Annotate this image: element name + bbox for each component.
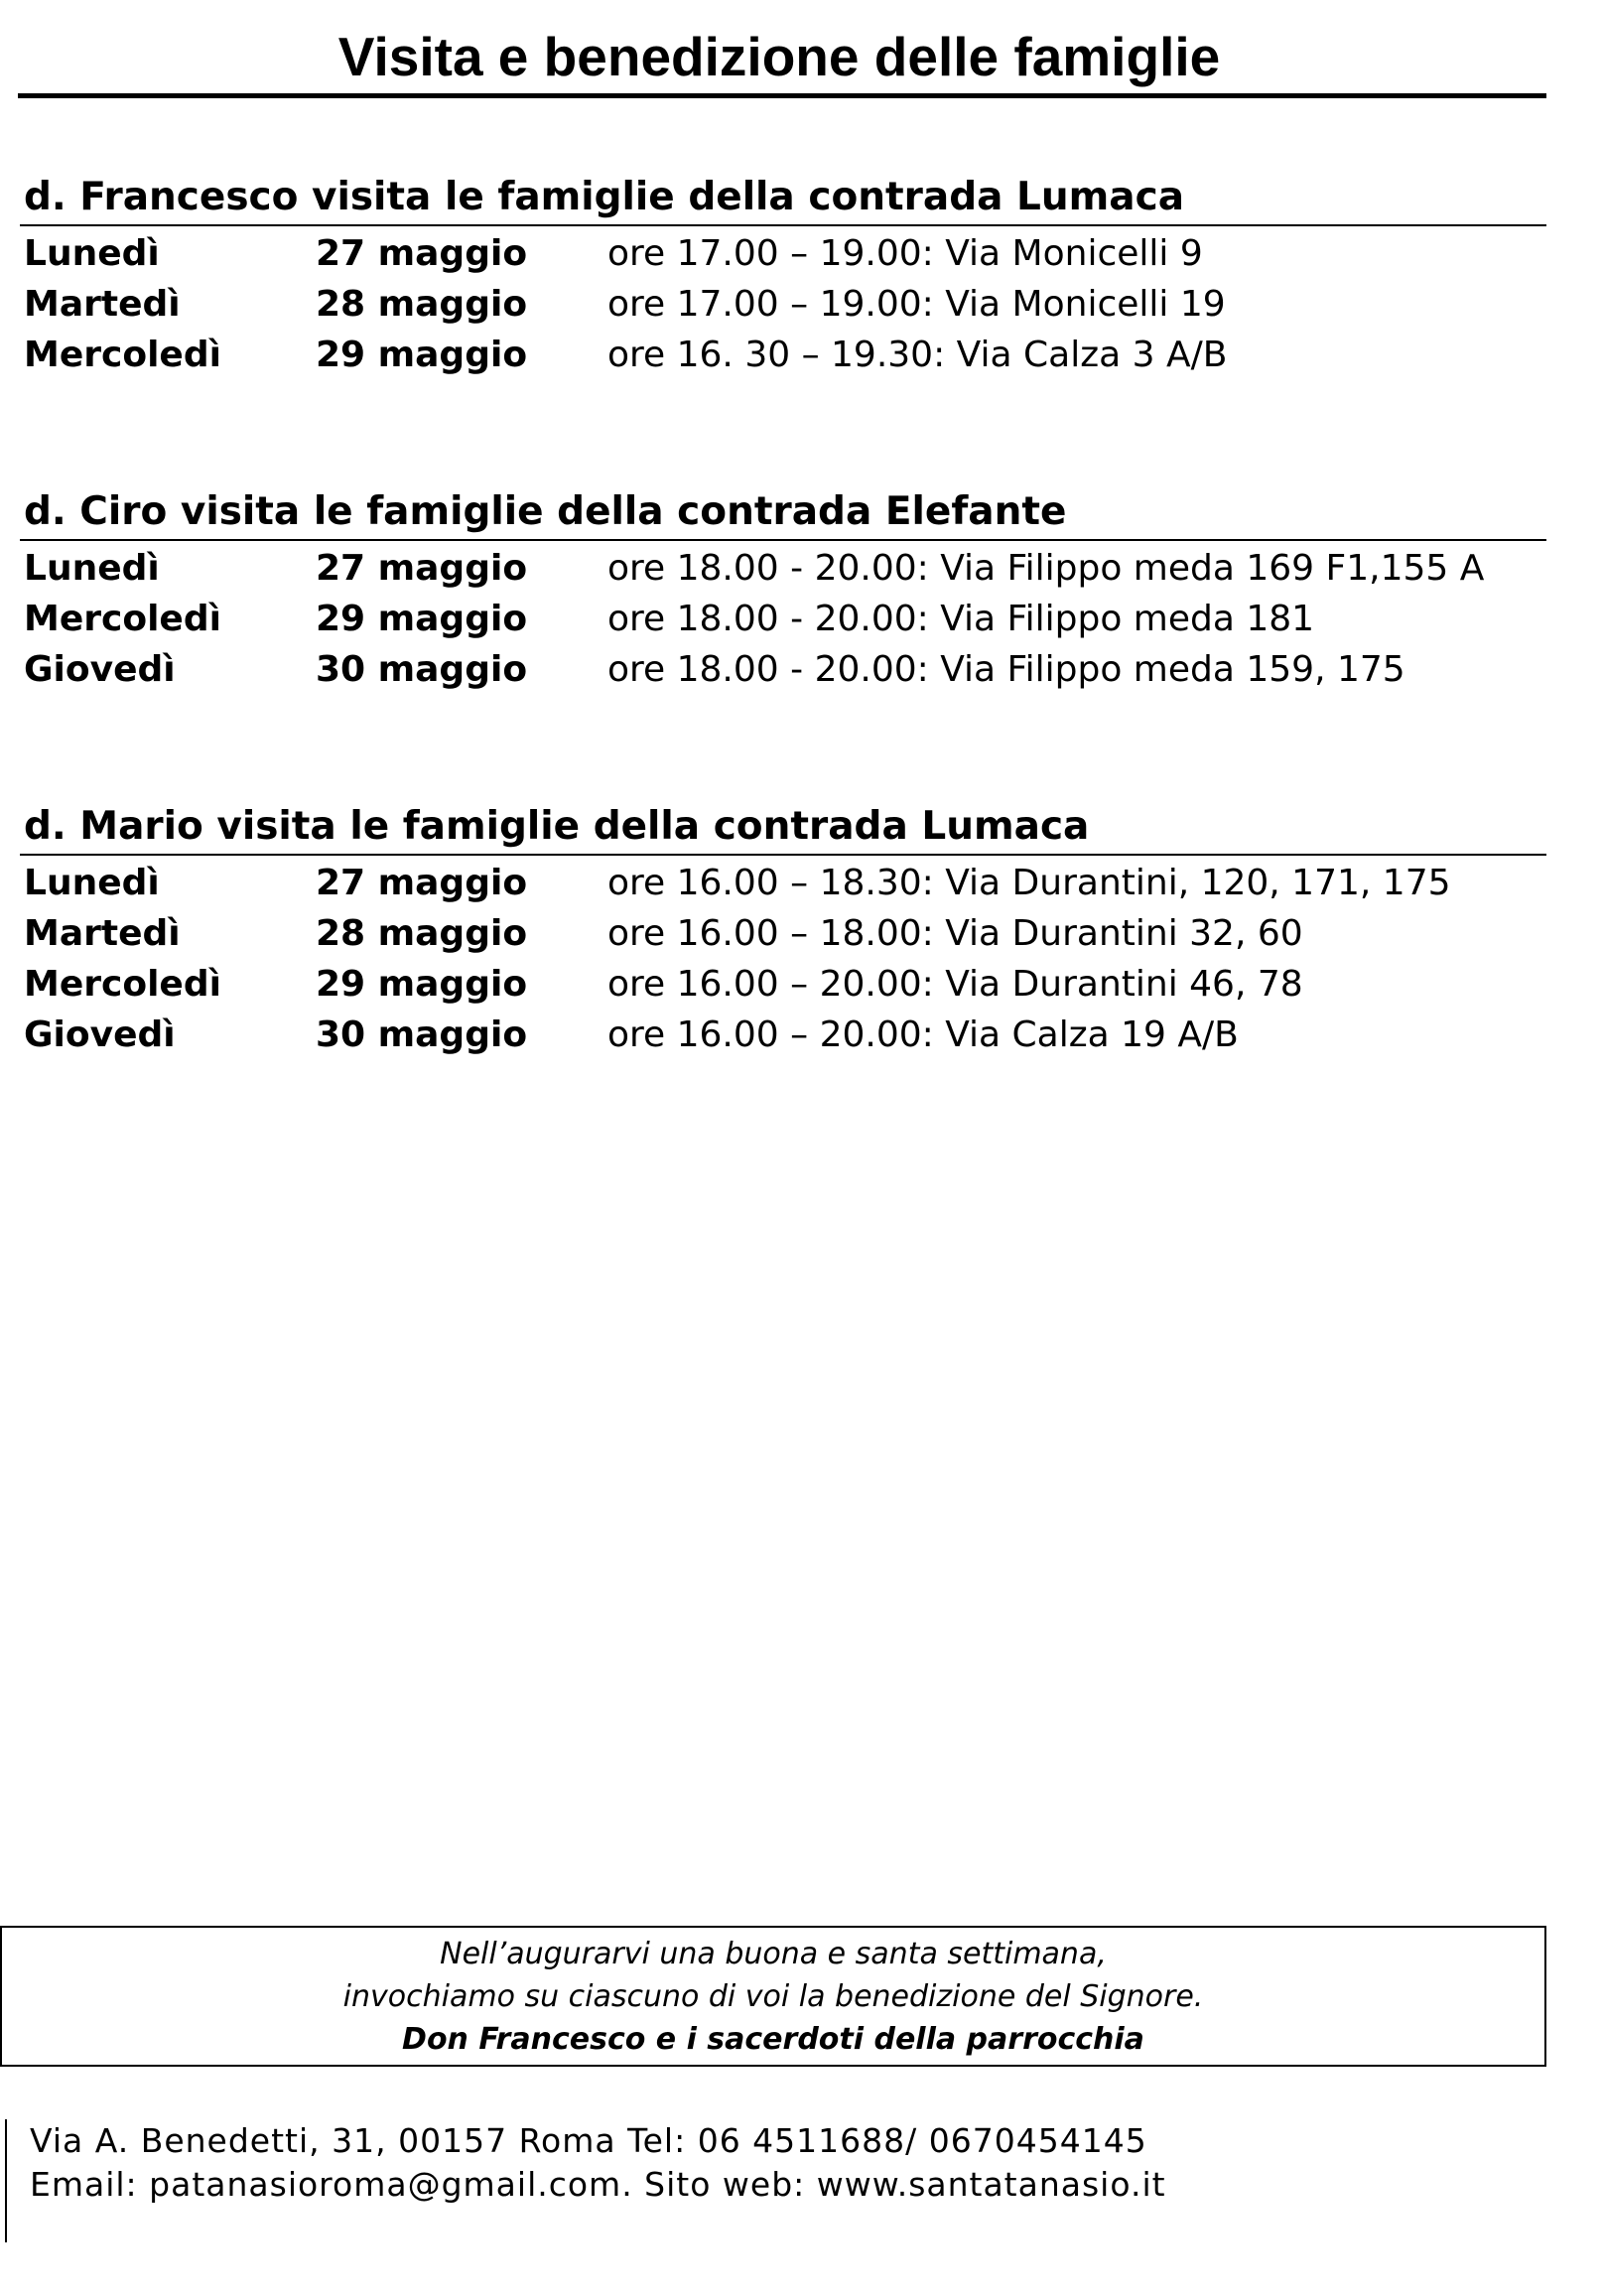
visit-date: 30 maggio xyxy=(316,649,528,690)
visit-row xyxy=(24,543,1546,594)
visit-date: 30 maggio xyxy=(316,1014,528,1055)
visit-day: Martedì xyxy=(24,284,181,325)
section-divider xyxy=(20,539,1546,541)
visit-details: ore 16. 30 – 19.30: Via Calza 3 A/B xyxy=(607,335,1228,375)
visit-details: ore 18.00 - 20.00: Via Filippo meda 169 F1,155 A xyxy=(607,548,1485,589)
visit-row xyxy=(24,279,1546,330)
visit-date: 29 maggio xyxy=(316,599,528,639)
visit-details: ore 16.00 – 20.00: Via Durantini 46, 78 xyxy=(607,964,1303,1005)
visit-day: Lunedì xyxy=(24,233,160,274)
blessing-signature: Don Francesco e i sacerdoti della parrocchia xyxy=(402,2022,1144,2057)
blessing-box xyxy=(0,1926,1546,2067)
visit-details: ore 18.00 - 20.00: Via Filippo meda 159, 175 xyxy=(607,649,1405,690)
section-heading: d. Ciro visita le famiglie della contrada Elefante xyxy=(24,489,1067,534)
visit-section-ciro xyxy=(24,485,1546,695)
visit-row xyxy=(24,228,1546,279)
blessing-line: Nell’augurarvi una buona e santa settimana, xyxy=(440,1937,1107,1971)
visit-details: ore 16.00 – 18.30: Via Durantini, 120, 171, 175 xyxy=(607,863,1451,903)
footer-address: Via A. Benedetti, 31, 00157 Roma Tel: 06 4511688/ 0670454145 xyxy=(30,2121,1147,2160)
visit-day: Lunedì xyxy=(24,863,160,903)
visit-row xyxy=(24,594,1546,644)
section-heading: d. Mario visita le famiglie della contrada Lumaca xyxy=(24,804,1090,849)
visit-section-mario xyxy=(24,800,1546,1060)
visit-row xyxy=(24,330,1546,380)
visit-row xyxy=(24,1010,1546,1060)
visit-details: ore 16.00 – 20.00: Via Calza 19 A/B xyxy=(607,1014,1239,1055)
visit-section-francesco xyxy=(24,171,1546,380)
visit-date: 29 maggio xyxy=(316,964,528,1005)
section-divider xyxy=(20,224,1546,226)
visit-date: 27 maggio xyxy=(316,233,528,274)
visit-date: 28 maggio xyxy=(316,284,528,325)
title-divider xyxy=(18,93,1546,98)
visit-day: Mercoledì xyxy=(24,964,221,1005)
section-divider xyxy=(20,854,1546,856)
visit-row xyxy=(24,959,1546,1010)
visit-day: Lunedì xyxy=(24,548,160,589)
section-heading: d. Francesco visita le famiglie della contrada Lumaca xyxy=(24,175,1185,219)
footer-divider xyxy=(5,2119,7,2242)
footer xyxy=(30,2119,1166,2207)
visit-row xyxy=(24,644,1546,695)
page-title: Visita e benedizione delle famiglie xyxy=(337,26,1221,87)
visit-day: Giovedì xyxy=(24,1014,176,1055)
visit-details: ore 18.00 - 20.00: Via Filippo meda 181 xyxy=(607,599,1315,639)
blessing-line: invochiamo su ciascuno di voi la benedizione del Signore. xyxy=(342,1979,1204,2014)
visit-day: Martedì xyxy=(24,913,181,954)
visit-date: 28 maggio xyxy=(316,913,528,954)
visit-details: ore 17.00 – 19.00: Via Monicelli 9 xyxy=(607,233,1203,274)
visit-day: Giovedì xyxy=(24,649,176,690)
footer-contact: Email: patanasioroma@gmail.com. Sito web: www.santatanasio.it xyxy=(30,2165,1166,2204)
visit-date: 27 maggio xyxy=(316,548,528,589)
visit-row xyxy=(24,908,1546,959)
visit-day: Mercoledì xyxy=(24,599,221,639)
visit-date: 27 maggio xyxy=(316,863,528,903)
visit-details: ore 17.00 – 19.00: Via Monicelli 19 xyxy=(607,284,1226,325)
visit-day: Mercoledì xyxy=(24,335,221,375)
visit-date: 29 maggio xyxy=(316,335,528,375)
visit-details: ore 16.00 – 18.00: Via Durantini 32, 60 xyxy=(607,913,1303,954)
visit-row xyxy=(24,858,1546,908)
